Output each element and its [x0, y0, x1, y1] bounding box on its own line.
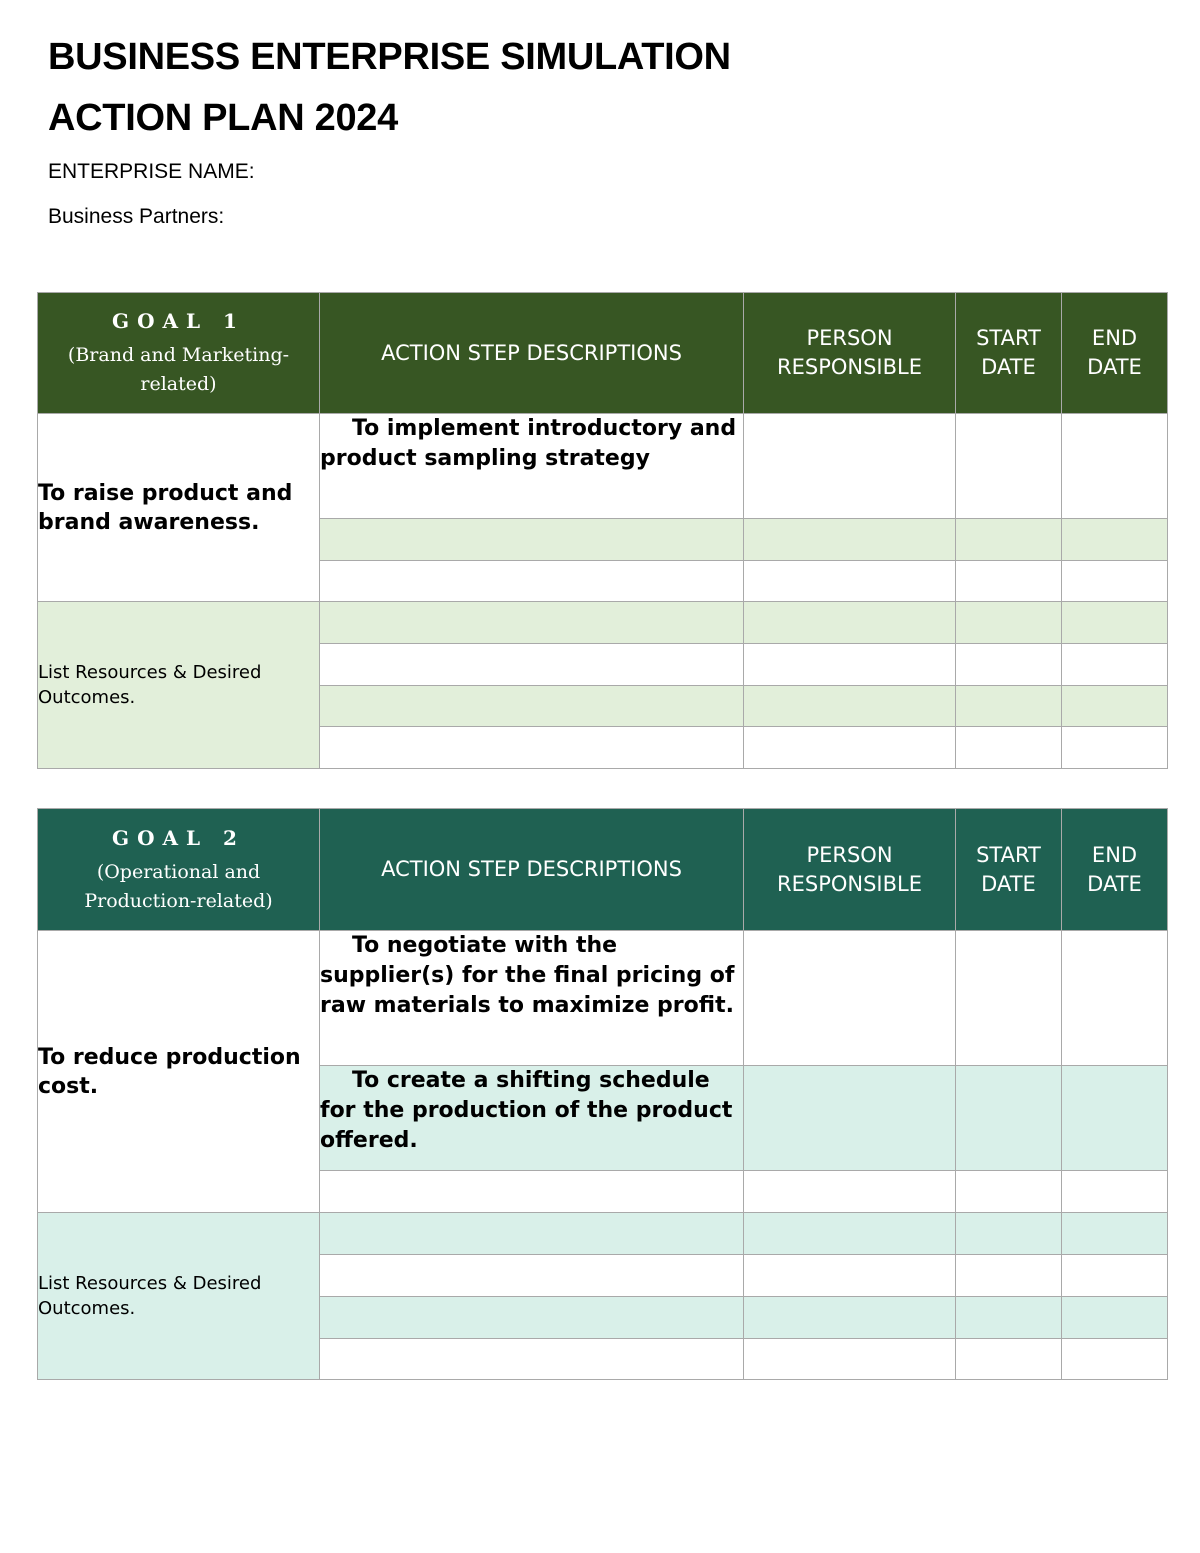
table-row — [38, 414, 1168, 519]
goal1-number: GOAL 1 — [112, 309, 245, 333]
goal2-number: GOAL 2 — [112, 825, 245, 850]
goal2-step-1[interactable]: To negotiate with the supplier(s) for the final pricing of raw materials to maximize profit. — [320, 931, 744, 1066]
goal2-person-cell[interactable] — [744, 1255, 956, 1297]
goal2-end-cell[interactable] — [1062, 931, 1168, 1066]
goal2-header-end: END DATE — [1062, 809, 1168, 931]
goal2-header-start: START DATE — [956, 809, 1062, 931]
goal2-header-action: ACTION STEP DESCRIPTIONS — [320, 809, 744, 931]
goal1-end-cell[interactable] — [1062, 727, 1168, 769]
goal1-end-cell[interactable] — [1062, 414, 1168, 519]
goal2-step-cell[interactable] — [320, 1255, 744, 1297]
document-title-line1: BUSINESS ENTERPRISE SIMULATION — [48, 36, 731, 78]
goal1-person-cell[interactable] — [744, 602, 956, 644]
goal1-end-cell[interactable] — [1062, 602, 1168, 644]
goal2-start-cell[interactable] — [956, 1339, 1062, 1380]
goal1-step-cell[interactable] — [320, 727, 744, 769]
goal1-header-person: PERSON RESPONSIBLE — [744, 293, 956, 414]
table-row — [38, 602, 1168, 644]
goal2-header-row — [38, 809, 1168, 931]
goal1-step-cell[interactable] — [320, 686, 744, 727]
goal2-end-cell[interactable] — [1062, 1066, 1168, 1171]
goal1-end-cell[interactable] — [1062, 686, 1168, 727]
goal1-start-cell[interactable] — [956, 561, 1062, 602]
goal2-step-cell[interactable] — [320, 1213, 744, 1255]
goal2-start-cell[interactable] — [956, 1213, 1062, 1255]
goal2-end-cell[interactable] — [1062, 1339, 1168, 1380]
goal1-category: (Brand and Marketing-related) — [67, 344, 290, 395]
goal1-person-cell[interactable] — [744, 644, 956, 686]
goal1-goal-text: To raise product and brand awareness. — [38, 414, 320, 602]
goal1-header-goal — [38, 293, 320, 414]
goal1-step-cell[interactable] — [320, 561, 744, 602]
goal2-start-cell[interactable] — [956, 1297, 1062, 1339]
goal2-person-cell[interactable] — [744, 1297, 956, 1339]
goal2-person-cell[interactable] — [744, 1213, 956, 1255]
goal2-goal-text: To reduce production cost. — [38, 931, 320, 1213]
enterprise-name-label: ENTERPRISE NAME: — [48, 160, 255, 183]
goal2-start-cell[interactable] — [956, 1066, 1062, 1171]
goal1-step-1[interactable]: To implement introductory and product sampling strategy — [320, 414, 744, 519]
goal2-person-cell[interactable] — [744, 1066, 956, 1171]
table-row — [38, 931, 1168, 1066]
goal2-end-cell[interactable] — [1062, 1213, 1168, 1255]
goal1-start-cell[interactable] — [956, 602, 1062, 644]
goal2-end-cell[interactable] — [1062, 1171, 1168, 1213]
goal2-start-cell[interactable] — [956, 1171, 1062, 1213]
goal1-start-cell[interactable] — [956, 519, 1062, 561]
goal1-resources-label: List Resources & Desired Outcomes. — [38, 602, 320, 769]
goal1-start-cell[interactable] — [956, 414, 1062, 519]
goal1-end-cell[interactable] — [1062, 519, 1168, 561]
goal1-person-cell[interactable] — [744, 561, 956, 602]
goal1-end-cell[interactable] — [1062, 561, 1168, 602]
goal1-header-start: START DATE — [956, 293, 1062, 414]
goal1-header-row — [38, 293, 1168, 414]
goal2-start-cell[interactable] — [956, 931, 1062, 1066]
goal2-end-cell[interactable] — [1062, 1297, 1168, 1339]
goal1-step-cell[interactable] — [320, 644, 744, 686]
goal1-start-cell[interactable] — [956, 644, 1062, 686]
goal2-step-cell[interactable] — [320, 1171, 744, 1213]
goal2-table — [37, 808, 1168, 1380]
goal2-person-cell[interactable] — [744, 1339, 956, 1380]
goal2-end-cell[interactable] — [1062, 1255, 1168, 1297]
goal2-header-goal — [38, 809, 320, 931]
goal1-end-cell[interactable] — [1062, 644, 1168, 686]
goal2-header-person: PERSON RESPONSIBLE — [744, 809, 956, 931]
document-title-line2: ACTION PLAN 2024 — [48, 97, 398, 139]
goal1-person-cell[interactable] — [744, 686, 956, 727]
goal2-step-cell[interactable] — [320, 1339, 744, 1380]
goal1-start-cell[interactable] — [956, 727, 1062, 769]
goal2-person-cell[interactable] — [744, 1171, 956, 1213]
goal1-header-end: END DATE — [1062, 293, 1168, 414]
goal1-step-cell[interactable] — [320, 519, 744, 561]
goal2-resources-label: List Resources & Desired Outcomes. — [38, 1213, 320, 1380]
goal2-person-cell[interactable] — [744, 931, 956, 1066]
goal2-step-2[interactable]: To create a shifting schedule for the production of the product offered. — [320, 1066, 744, 1171]
goal2-start-cell[interactable] — [956, 1255, 1062, 1297]
goal2-step-cell[interactable] — [320, 1297, 744, 1339]
business-partners-label: Business Partners: — [48, 205, 225, 228]
goal1-header-action: ACTION STEP DESCRIPTIONS — [320, 293, 744, 414]
goal1-start-cell[interactable] — [956, 686, 1062, 727]
goal1-person-cell[interactable] — [744, 519, 956, 561]
goal1-person-cell[interactable] — [744, 727, 956, 769]
goal1-step-cell[interactable] — [320, 602, 744, 644]
goal2-category: (Operational and Production-related) — [84, 860, 273, 912]
table-row — [38, 1213, 1168, 1255]
goal1-person-cell[interactable] — [744, 414, 956, 519]
goal1-table — [37, 292, 1168, 769]
